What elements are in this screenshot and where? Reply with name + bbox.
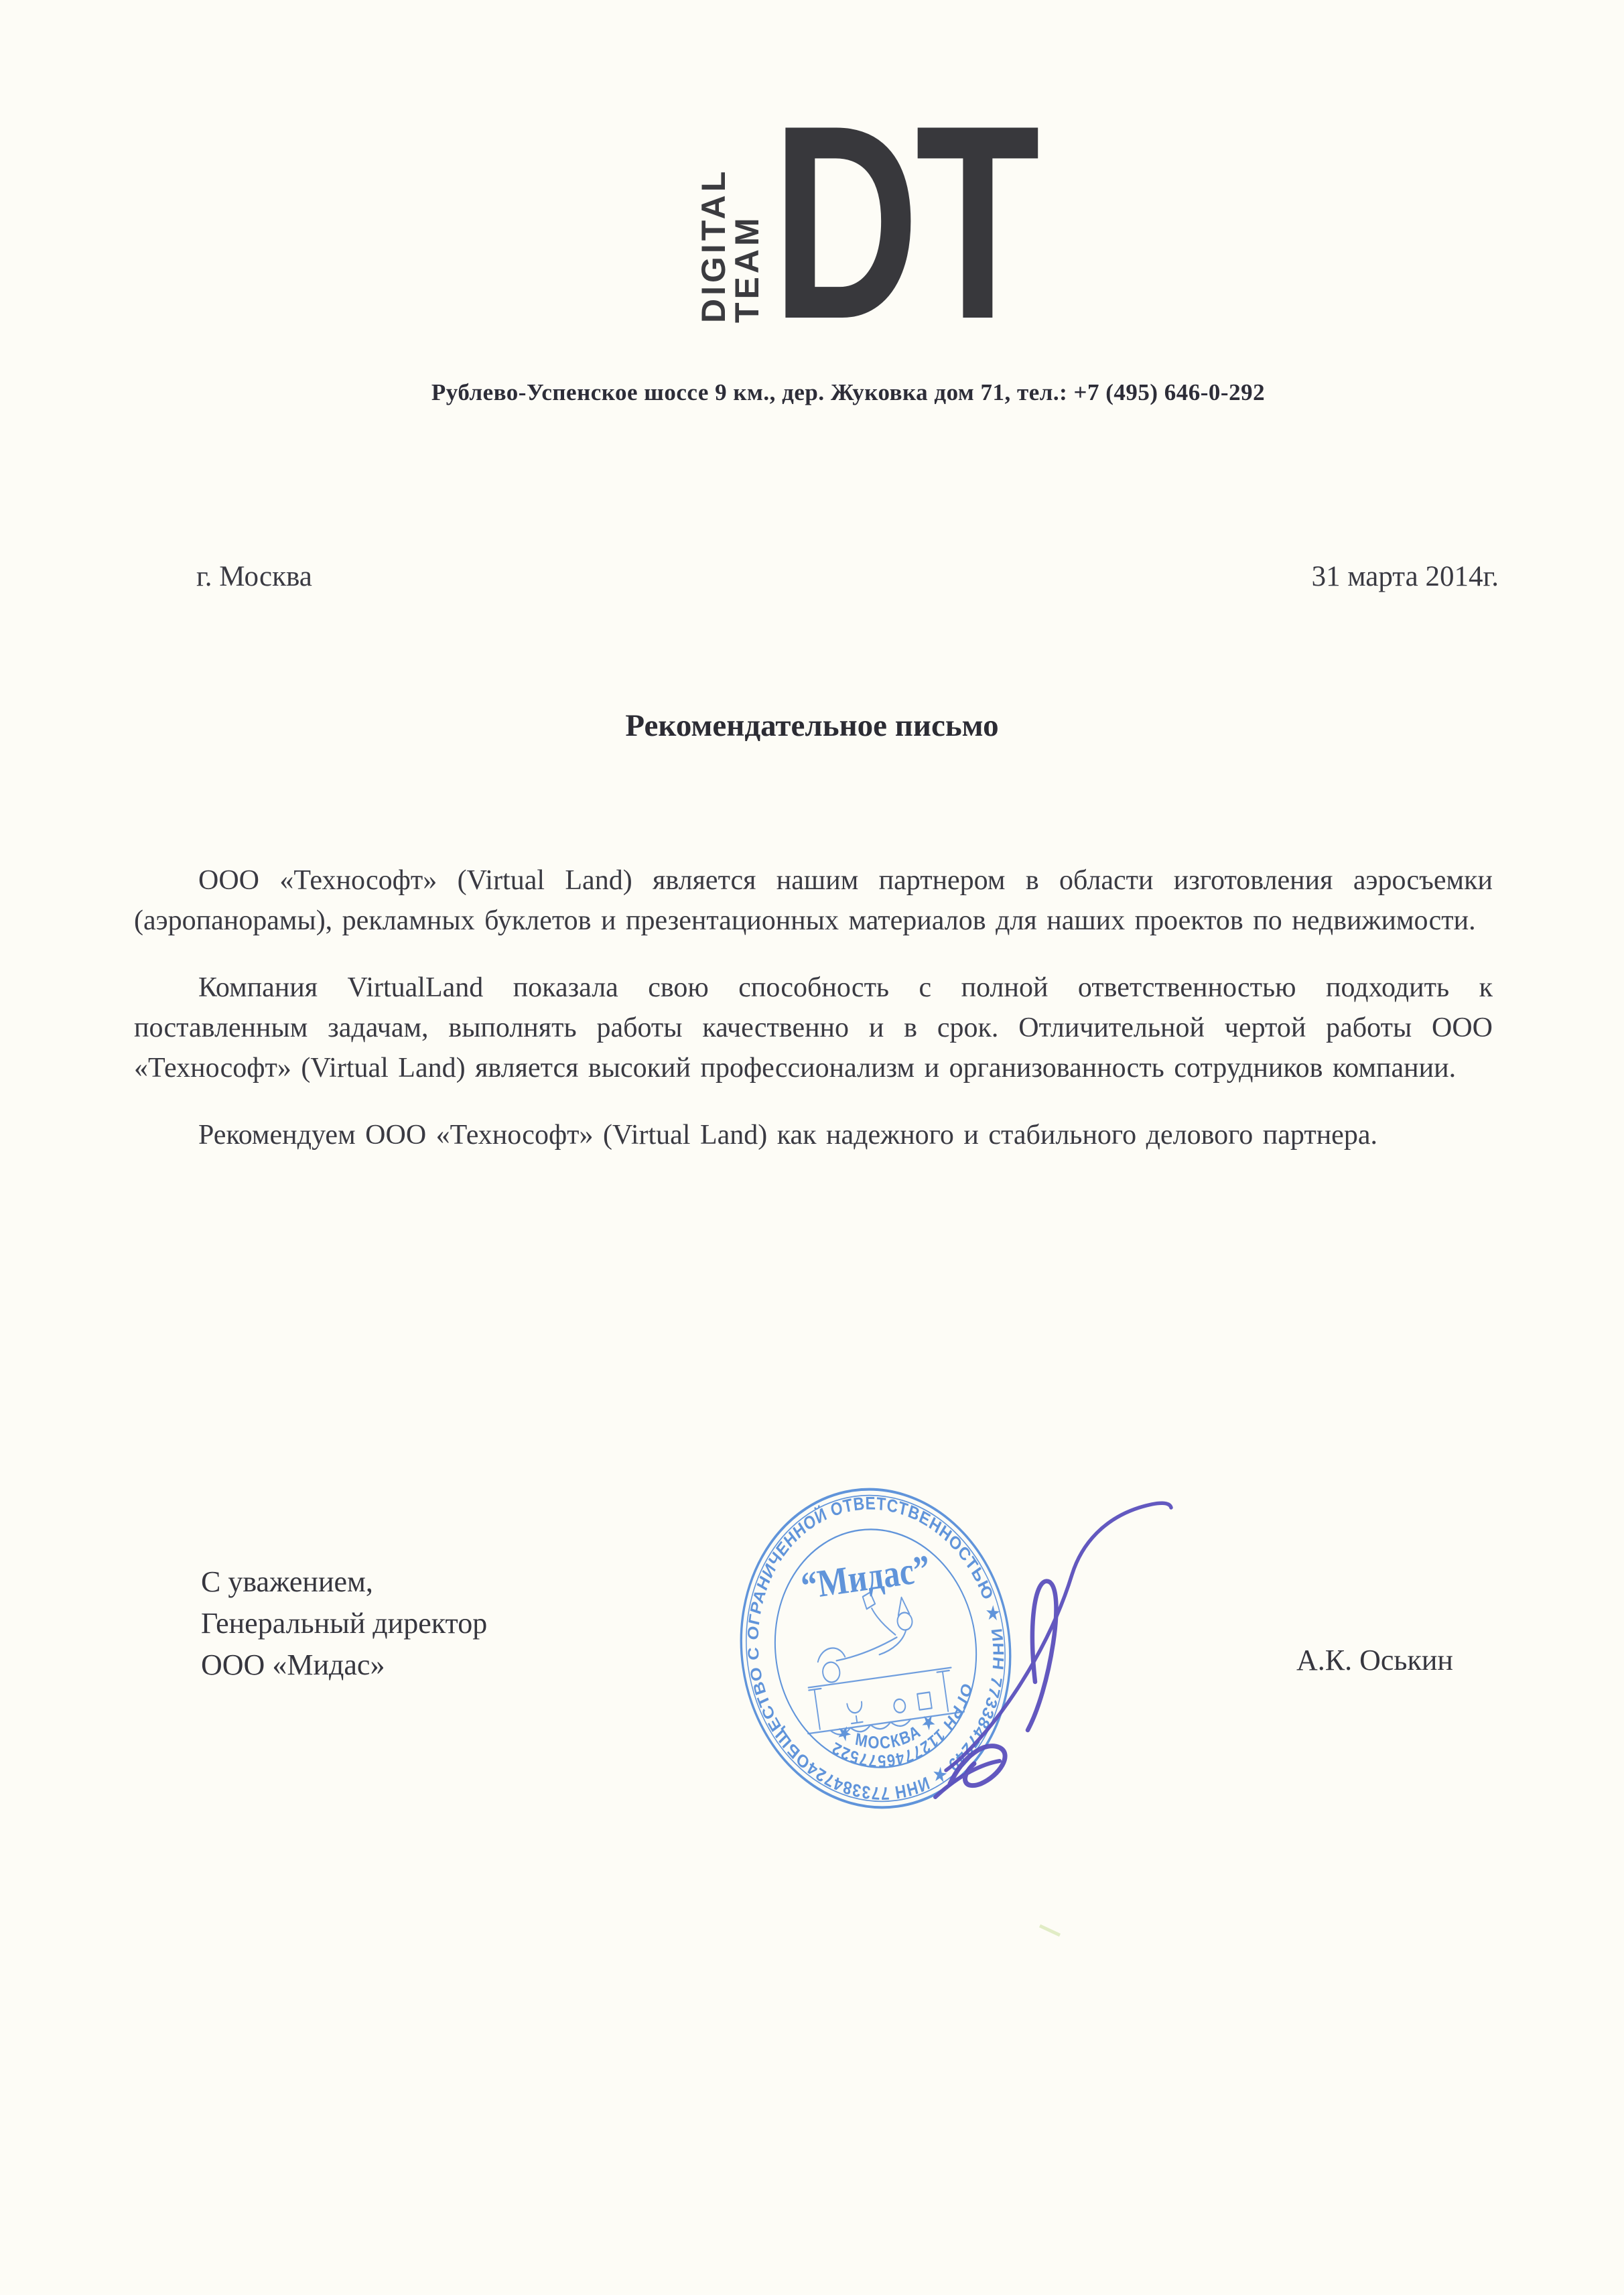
signoff-line-company: ООО «Мидас»	[201, 1648, 385, 1681]
svg-text:ОБЩЕСТВО С ОГРАНИЧЕННОЙ ОТВЕТС	[697, 1461, 1057, 1865]
stamp-ogrn-text: ОГРН 1127746577522	[829, 1680, 975, 1771]
stamp-city-arc: ★ МОСКВА ★	[835, 1709, 940, 1754]
handwritten-signature	[935, 1503, 1171, 1797]
scan-artifact-mark	[1040, 1926, 1060, 1935]
letter-title: Рекомендательное письмо	[625, 708, 999, 743]
signoff-line-regards: С уважением,	[201, 1565, 373, 1598]
letter-body	[134, 860, 1493, 1182]
logo-vertical-label: DIGITAL TEAM	[695, 168, 766, 323]
paragraph-3: Рекомендуем ООО «Технософт» (Virtual Land) как надежного и стабильного делового партнера.	[198, 1120, 1377, 1151]
digital-team-logo	[695, 68, 1129, 377]
logo-dt-monogram: DT	[772, 68, 1036, 377]
signer-name: А.К. Оськин	[1296, 1644, 1453, 1677]
city-label: г. Москва	[196, 561, 312, 592]
signoff-block	[201, 1561, 487, 1686]
signoff-line-position: Генеральный директор	[201, 1607, 488, 1640]
stamp-and-signature-area	[697, 1461, 1206, 1970]
paragraph-1: ООО «Технософт» (Virtual Land) является нашим партнером в области изготовления аэросъемки (аэропанорамы), рекламных буклетов и презентационных материалов для наших проектов по недвижимости.	[134, 865, 1493, 936]
paragraph-2: Компания VirtualLand показала свою способность с полной ответственностью подходить к поставленным задачам, выполнять работы качественно и в срок. Отличительной чертой работы ООО «Технософт» (Virtual Land) является высокий профессионализм и организованность сотрудников компании.	[134, 972, 1493, 1084]
city-date-row	[196, 560, 1499, 593]
stamp-center-name: “Мидас”	[798, 1546, 933, 1608]
stamp-rings	[721, 1471, 1030, 1825]
company-address-line: Рублево-Успенское шоссе 9 км., дер. Жуковка дом 71, тел.: +7 (495) 646-0-292	[431, 379, 1266, 405]
midas-company-stamp	[697, 1461, 1089, 1892]
date-label: 31 марта 2014г.	[1311, 561, 1499, 592]
stamp-outer-ring-text: ОБЩЕСТВО С ОГРАНИЧЕННОЙ ОТВЕТСТВЕННОСТЬЮ ★ ИНН 7733847249 ★ ИНН 7733847249	[744, 1493, 1007, 1804]
